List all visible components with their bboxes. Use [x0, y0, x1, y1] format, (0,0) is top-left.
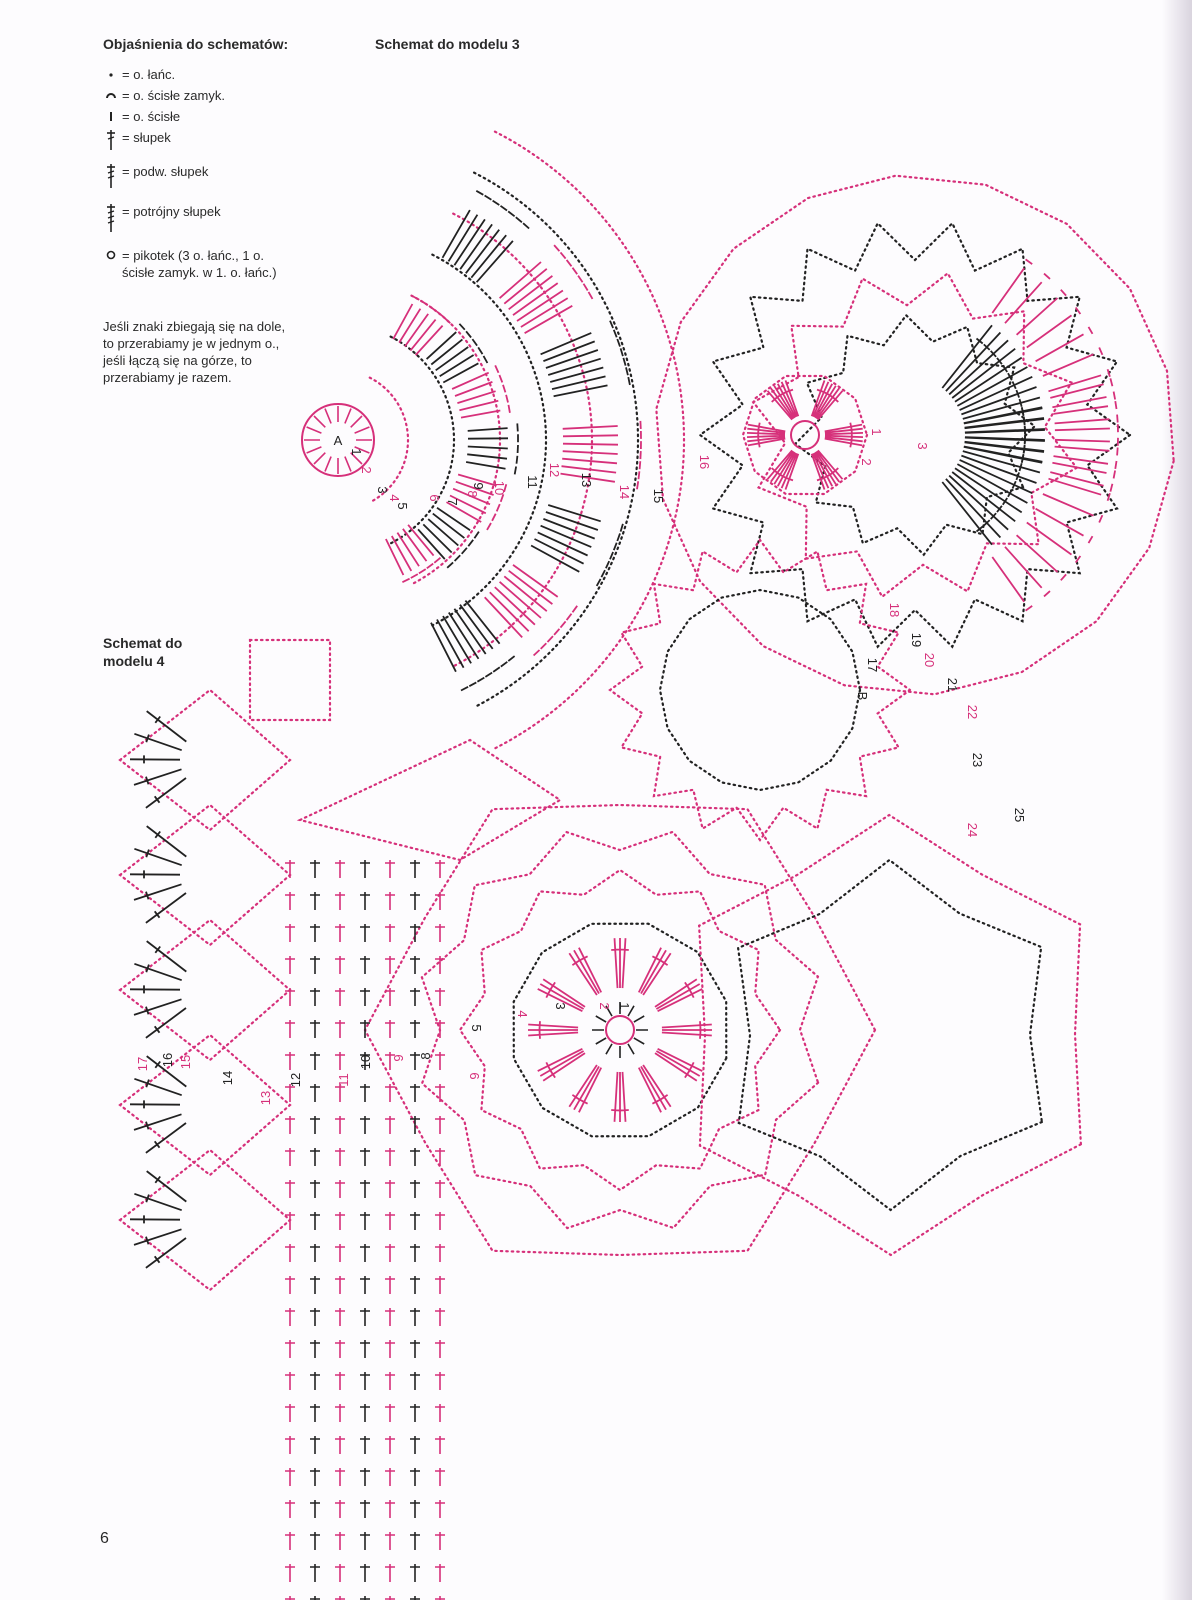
round-number-schema3: 20	[922, 652, 937, 668]
border-round-number: 15	[178, 1054, 193, 1070]
stitch-fan	[611, 1072, 629, 1122]
flower-round-number: 1	[869, 428, 884, 436]
stitch-fan	[655, 979, 702, 1011]
round-number-schema3: 16	[697, 454, 712, 470]
end-marker-label: B	[855, 691, 870, 701]
schema4-diagram	[120, 640, 1081, 1600]
schema3-diagram	[302, 132, 1174, 840]
stitch-fan	[569, 1065, 601, 1112]
stitch-fan	[569, 948, 601, 995]
stitch-fan	[130, 711, 186, 808]
round-number-schema3: 7	[445, 498, 460, 506]
round-number-schema3: 1	[349, 448, 364, 456]
stitch-fan	[541, 321, 630, 397]
round-number-schema3: 2	[359, 466, 374, 474]
border-stitch-column	[360, 860, 370, 1600]
fan-chain-row	[432, 255, 546, 626]
outer-star-row	[700, 223, 1130, 646]
round-number-schema3: 8	[465, 490, 480, 498]
legend-item: = słupek	[100, 129, 290, 151]
stitch-fan	[500, 245, 593, 333]
stitch-fan	[130, 826, 186, 923]
page-number: 6	[100, 1530, 109, 1547]
round-number-schema3: 24	[965, 822, 980, 838]
fan-chain-row	[411, 296, 500, 585]
legend-note: Jeśli znaki zbiegają się na dole, to przerabiamy je w jednym o., jeśli łączą się na górze, to przerabiamy je razem.	[103, 319, 286, 385]
stitch-fan	[130, 941, 186, 1038]
hex-center	[606, 1016, 634, 1044]
border-stitch-column	[310, 860, 320, 1600]
legend-item: = pikotek (3 o. łańc., 1 o. ścisłe zamyk. w 1. o. łańc.)	[100, 247, 290, 281]
legend-item: = podw. słupek	[100, 163, 290, 189]
flower-round-number: 3	[915, 442, 930, 450]
outer-chain-row	[656, 176, 1173, 695]
stitch-fan	[418, 508, 479, 568]
border-round-number: 17	[135, 1056, 150, 1072]
border-round-number: 14	[220, 1070, 235, 1086]
stitch-fan	[431, 601, 515, 691]
round-number-schema3: 15	[651, 488, 666, 504]
right-hex-row	[699, 815, 1081, 1255]
round-number-schema3: 13	[579, 472, 594, 488]
hex-round1	[592, 1002, 648, 1058]
round-number-schema3: 18	[887, 602, 902, 618]
hex-round-number: 4	[515, 1010, 530, 1018]
stitch-fan	[611, 938, 629, 988]
legend-title: Objaśnienia do schematów:	[103, 36, 289, 52]
schema3-title: Schemat do modelu 3	[375, 36, 520, 52]
border-stitch-column	[285, 860, 295, 1600]
corner-peak-chain	[250, 640, 330, 720]
schema4-title: Schemat do modelu 4	[103, 635, 183, 669]
legend-item: = potrójny słupek	[100, 203, 290, 233]
hex-border-row	[365, 805, 875, 1255]
round-number-schema3: 10	[492, 480, 507, 496]
inner-star-row	[795, 315, 1034, 554]
stitch-fan	[531, 505, 623, 586]
round-number-schema3: 25	[1012, 807, 1027, 823]
round-number-schema3: 9	[471, 482, 486, 490]
round-number-schema3: 21	[945, 677, 960, 693]
flower-round-number: 2	[859, 458, 874, 466]
fan-chain-row	[370, 378, 408, 503]
round-number-schema3: 17	[865, 657, 880, 673]
round-number-schema3: 6	[427, 494, 442, 502]
round-number-schema3: 22	[965, 704, 980, 720]
border-round-number: 11	[336, 1073, 351, 1087]
legend-item: = o. ścisłe zamyk.	[100, 87, 290, 104]
stitch-fan	[466, 423, 518, 474]
right-hex-inner-row	[738, 860, 1042, 1210]
round-number-schema3: 19	[909, 632, 924, 648]
lower-star-row	[610, 540, 910, 840]
stitch-fan	[655, 1049, 702, 1081]
border-round-number: 8	[418, 1052, 433, 1060]
border-stitch-column	[435, 860, 445, 1600]
middle-star-row	[753, 273, 1076, 596]
legend-item: = o. łańc.	[100, 66, 290, 83]
hex-round-number: 1	[617, 1002, 632, 1010]
round-number-schema3: 3	[375, 486, 390, 494]
border-round-number: 16	[160, 1052, 175, 1068]
round-number-schema3: 23	[970, 752, 985, 768]
round-number-schema3: 5	[395, 502, 410, 510]
stitch-fan	[768, 380, 799, 419]
legend-item: = o. ścisłe	[100, 108, 290, 125]
border-round-number: 9	[391, 1054, 406, 1062]
flower-center	[791, 421, 819, 449]
hex-round-number: 2	[597, 1002, 612, 1010]
stitch-fan	[825, 423, 863, 448]
stitch-fan	[538, 1049, 585, 1081]
hex-round-number: 3	[553, 1002, 568, 1010]
round-number-schema3: 12	[547, 462, 562, 478]
round-number-schema3: 11	[525, 475, 540, 489]
hex-scallop-row	[460, 870, 780, 1190]
stitch-fan	[639, 948, 671, 995]
lower-chain-ring	[660, 590, 860, 790]
round-number-schema3: 14	[617, 484, 632, 500]
border-stitch-column	[410, 860, 420, 1600]
fan-chain-row	[474, 173, 638, 708]
hex-round-number: 5	[469, 1024, 484, 1032]
stitch-fan	[561, 421, 642, 489]
round-number-schema3: 4	[387, 494, 402, 502]
border-stitch-column	[335, 860, 345, 1600]
flower-chain-ring	[743, 376, 867, 494]
border-stitch-column	[385, 860, 395, 1600]
border-round-number: 10	[358, 1054, 373, 1070]
hex-round-number: 6	[467, 1072, 482, 1080]
border-top-chain	[300, 740, 560, 860]
stitch-fan	[130, 1171, 186, 1268]
stitch-fan	[528, 1021, 578, 1039]
stitch-fan	[639, 1065, 671, 1112]
start-marker-label: A	[333, 433, 343, 448]
border-round-number: 12	[288, 1072, 303, 1088]
border-round-number: 13	[258, 1090, 273, 1106]
